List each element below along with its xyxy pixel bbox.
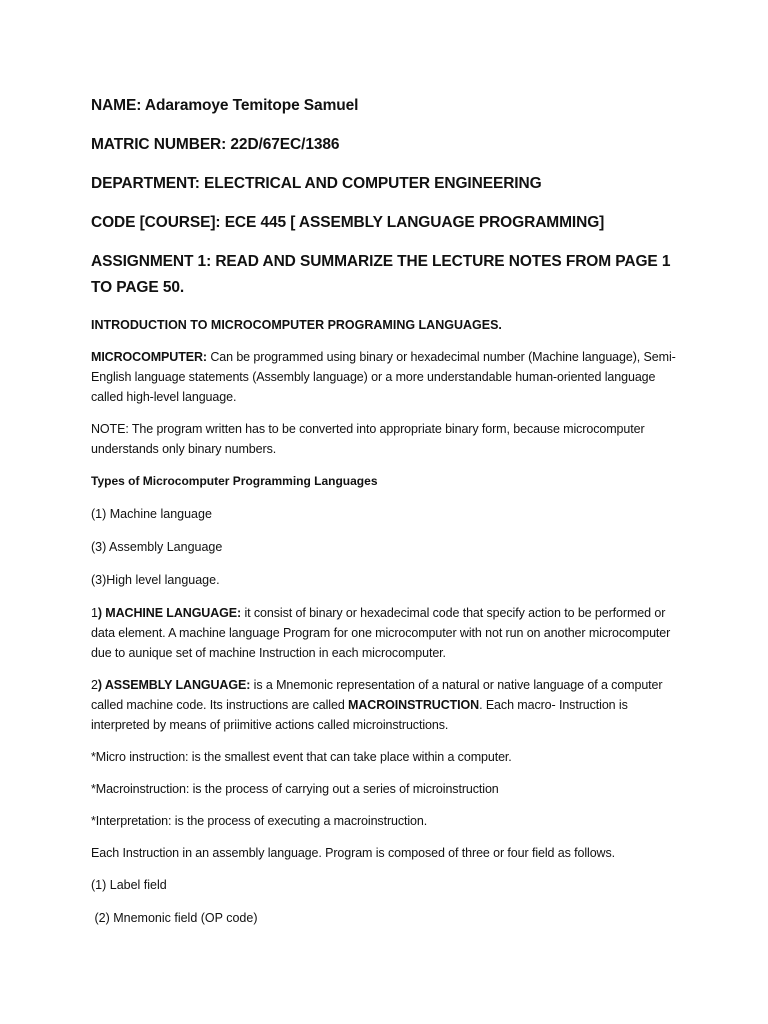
machine-language-paragraph [91, 603, 683, 663]
fields-intro: Each Instruction in an assembly language. Program is composed of three or four field as follows. [91, 846, 616, 860]
note-paragraph: NOTE: The program written has to be converted into appropriate binary form, because microcomputer understands only binary numbers. [91, 422, 645, 456]
machine-language-text: it consist of binary or hexadecimal code that specify action to be performed or data element. A machine language Program for one microcomputer with not run on another microcomputer due to aunique set of machine Instruction in each microcomputer. [91, 606, 671, 660]
student-name: NAME: Adaramoye Temitope Samuel [91, 97, 359, 114]
intro-title: INTRODUCTION TO MICROCOMPUTER PROGRAMING LANGUAGES. [91, 318, 502, 332]
assembly-language-paragraph [91, 675, 683, 735]
matric-number: MATRIC NUMBER: 22D/67EC/1386 [91, 136, 340, 153]
microcomputer-paragraph [91, 347, 683, 407]
list-item: (1) Label field [91, 878, 167, 892]
macroinstruction-term: MACROINSTRUCTION [348, 698, 480, 712]
assembly-text-before: is a Mnemonic representation of a natural or native language of a computer called machine code. Its instructions are called [91, 678, 663, 712]
machine-prefix: 1 [91, 606, 98, 620]
types-title: Types of Microcomputer Programming Languages [91, 474, 378, 488]
microcomputer-text: Can be programmed using binary or hexadecimal number (Machine language), Semi-English language statements (Assembly language) or a more understandable human-oriented language called high-level language. [91, 350, 676, 404]
department: DEPARTMENT: ELECTRICAL AND COMPUTER ENGINEERING [91, 175, 542, 192]
microcomputer-label: MICROCOMPUTER: [91, 350, 207, 364]
assembly-language-label: ) ASSEMBLY LANGUAGE: [97, 678, 251, 692]
assignment-title: ASSIGNMENT 1: READ AND SUMMARIZE THE LECTURE NOTES FROM PAGE 1 TO PAGE 50. [91, 253, 671, 296]
definition-interpretation: *Interpretation: is the process of executing a macroinstruction. [91, 814, 428, 828]
definition-micro-instruction: *Micro instruction: is the smallest event that can take place within a computer. [91, 750, 512, 764]
list-item: (2) Mnemonic field (OP code) [91, 911, 258, 925]
list-item: (1) Machine language [91, 507, 212, 521]
document-body [91, 93, 683, 941]
definition-macroinstruction: *Macroinstruction: is the process of carrying out a series of microinstruction [91, 782, 499, 796]
assembly-prefix: 2 [91, 678, 98, 692]
machine-language-label: ) MACHINE LANGUAGE: [97, 606, 242, 620]
assembly-text-after: . Each macro- Instruction is interpreted by means of priimitive actions called microinstructions. [91, 698, 628, 732]
list-item: (3)High level language. [91, 573, 220, 587]
course-code: CODE [COURSE]: ECE 445 [ ASSEMBLY LANGUAGE PROGRAMMING] [91, 214, 605, 231]
list-item: (3) Assembly Language [91, 540, 223, 554]
